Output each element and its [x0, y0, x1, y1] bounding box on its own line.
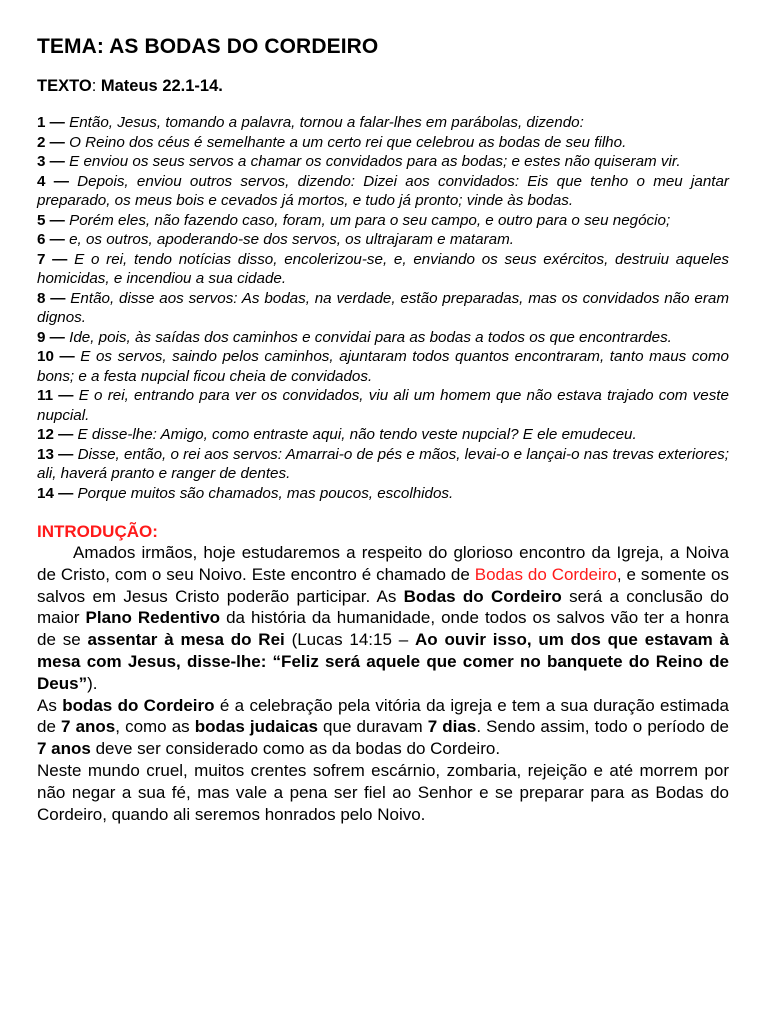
introduction-paragraph-2: [37, 695, 729, 760]
verse-text: E os servos, saindo pelos caminhos, ajuntaram todos quantos encontraram, tanto maus como bons; e a festa nupcial ficou cheia de convidados.: [37, 348, 729, 385]
bold-text: bodas do Cordeiro: [62, 695, 215, 715]
verse-number: 12 —: [37, 426, 74, 443]
verse-list: [37, 113, 729, 503]
bold-text: 7 anos: [37, 739, 91, 759]
verse-item: [37, 113, 729, 133]
verse-text: e, os outros, apoderando-se dos servos, os ultrajaram e mataram.: [69, 231, 514, 248]
verse-item: [37, 250, 729, 289]
verse-number: 11 —: [37, 387, 74, 404]
verse-item: [37, 484, 729, 504]
verse-number: 1 —: [37, 114, 65, 131]
paragraph-text: (Lucas 14:15 –: [284, 630, 415, 650]
verse-item: [37, 230, 729, 250]
verse-number: 8 —: [37, 289, 66, 307]
text-reference-value: Mateus 22.1-14.: [100, 77, 223, 95]
verse-item: [37, 133, 729, 153]
paragraph-text: . Sendo assim, todo o período de: [476, 717, 729, 737]
verse-number: 9 —: [37, 328, 65, 346]
introduction-section: [37, 521, 729, 825]
verse-text: Porque muitos são chamados, mas poucos, escolhidos.: [77, 484, 454, 502]
paragraph-text: da história da humanidade, onde todos os salvos vão ter a honra de se: [37, 608, 730, 650]
verse-text: Porém eles, não fazendo caso, foram, um para o seu campo, e outro para o seu negócio;: [69, 211, 671, 229]
verse-number: 4 —: [37, 172, 69, 190]
verse-text: E enviou os seus servos a chamar os convidados para as bodas; e estes não quiseram vir.: [69, 153, 681, 170]
verse-item: [37, 152, 729, 172]
paragraph-text: deve ser considerado como as da bodas do Cordeiro.: [90, 739, 501, 759]
verse-number: 6 —: [37, 231, 65, 248]
bold-quote: Ao ouvir isso, um dos que estavam à mesa com Jesus, disse-lhe: “Feliz será aquele que comer no banquete do Reino de Deus”: [37, 630, 729, 693]
paragraph-text: ).: [87, 673, 98, 693]
bold-text: Bodas do Cordeiro: [403, 586, 562, 606]
paragraph-text: que duravam: [317, 717, 428, 737]
verse-number: 14 —: [37, 484, 74, 502]
verse-text: O Reino dos céus é semelhante a um certo rei que celebrou as bodas de seu filho.: [69, 133, 627, 151]
verse-item: [37, 386, 729, 425]
verse-number: 10 —: [37, 348, 75, 365]
bold-text: assentar à mesa do Rei: [87, 630, 285, 650]
text-reference: [37, 76, 729, 96]
bold-text: bodas judaicas: [194, 717, 318, 737]
paragraph-text: é a celebração pela vitória da igreja e tem a sua duração estimada de: [37, 695, 730, 737]
introduction-heading: INTRODUÇÃO:: [37, 522, 158, 541]
verse-text: E o rei, tendo notícias disso, encolerizou-se, e, enviando os seus exércitos, destruiu aqueles homicidas, e incendiou a sua cidade.: [37, 250, 729, 287]
verse-text: E o rei, entrando para ver os convidados, viu ali um homem que não estava trajado com veste nupcial.: [37, 387, 729, 424]
paragraph-text: , como as: [115, 717, 195, 737]
bold-text: 7 dias: [427, 717, 477, 737]
paragraph-text: Amados irmãos, hoje estudaremos a respeito do glorioso encontro da Igreja, a Noiva de Cristo, com o seu Noivo. Este encontro é chamado de: [37, 543, 729, 584]
verse-number: 13 —: [37, 445, 74, 463]
verse-item: [37, 211, 729, 231]
verse-text: E disse-lhe: Amigo, como entraste aqui, não tendo veste nupcial? E ele emudeceu.: [77, 426, 637, 443]
verse-number: 7 —: [37, 250, 68, 268]
verse-number: 5 —: [37, 211, 65, 229]
verse-item: [37, 347, 729, 386]
verse-text: Então, Jesus, tomando a palavra, tornou a falar-lhes em parábolas, dizendo:: [69, 114, 584, 131]
verse-text: Depois, enviou outros servos, dizendo: Dizei aos convidados: Eis que tenho o meu jantar preparado, os meus bois e cevados já mortos, e tudo já pronto; vinde às bodas.: [37, 172, 729, 209]
paragraph-text: será a conclusão do maior: [37, 586, 729, 628]
verse-item: [37, 328, 729, 348]
verse-number: 2 —: [37, 133, 65, 151]
verse-item: [37, 445, 729, 484]
verse-text: Então, disse aos servos: As bodas, na verdade, estão preparadas, mas os convidados não eram dignos.: [37, 289, 729, 326]
bold-text: 7 anos: [61, 717, 116, 737]
verse-number: 3 —: [37, 153, 65, 170]
introduction-paragraph-3: Neste mundo cruel, muitos crentes sofrem escárnio, zombaria, rejeição e até morrem por não negar a sua fé, mas vale a pena ser fiel ao Senhor e se preparar para as Bodas do Cordeiro, quando ali seremos honrados pelo Noivo.: [37, 760, 729, 824]
verse-item: [37, 172, 729, 211]
introduction-paragraph-1: [37, 542, 729, 695]
verse-item: [37, 289, 729, 328]
text-reference-separator: :: [91, 77, 101, 95]
document-title: TEMA: AS BODAS DO CORDEIRO: [37, 35, 379, 58]
bold-text: Plano Redentivo: [85, 608, 221, 628]
verse-item: [37, 425, 729, 445]
text-reference-label: TEXTO: [37, 77, 92, 95]
highlight-red: Bodas do Cordeiro: [474, 564, 617, 584]
document-page: [37, 34, 729, 825]
paragraph-text: As: [37, 695, 63, 715]
verse-text: Ide, pois, às saídas dos caminhos e convidai para as bodas a todos os que encontrardes.: [69, 328, 672, 346]
verse-text: Disse, então, o rei aos servos: Amarrai-o de pés e mãos, levai-o e lançai-o nas trevas exteriores; ali, haverá pranto e ranger de dentes.: [37, 445, 729, 482]
paragraph-text: , e somente os salvos em Jesus Cristo poderão participar. As: [37, 564, 729, 606]
